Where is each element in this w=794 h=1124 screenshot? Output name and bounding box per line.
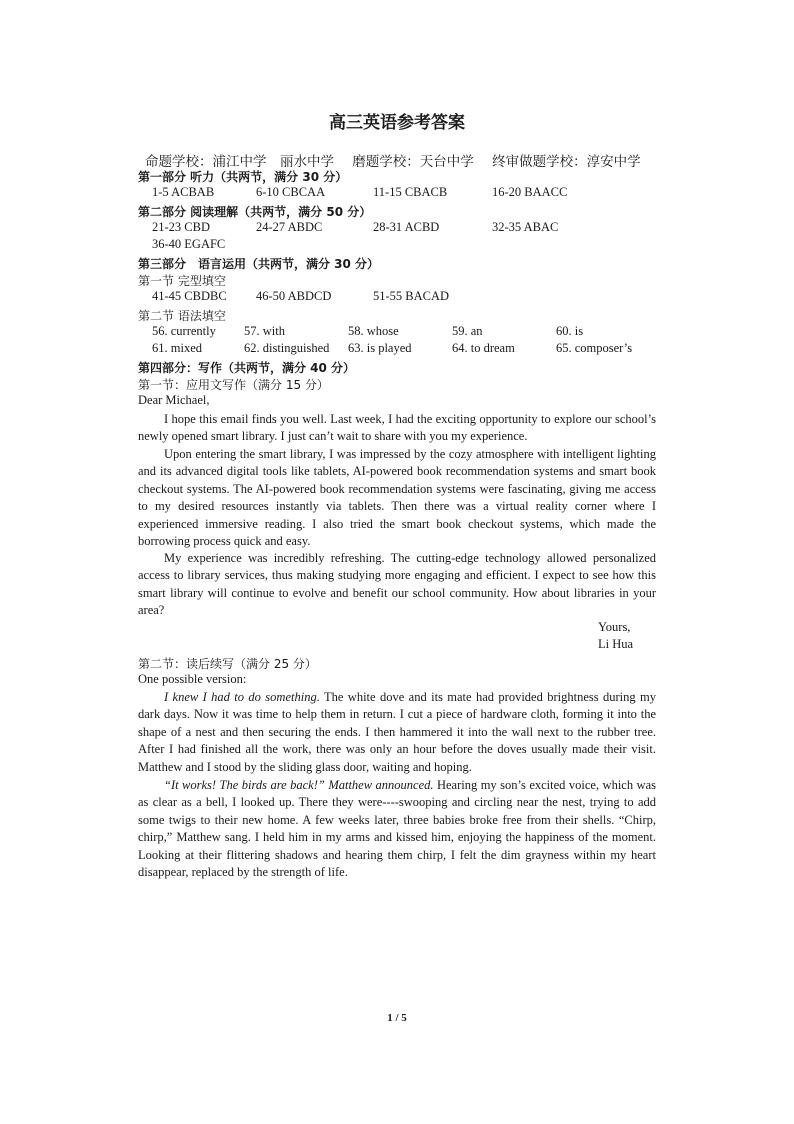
page-title: 高三英语参考答案: [329, 113, 465, 133]
story-opening-sentence: “It works! The birds are back!” Matthew announced.: [164, 778, 434, 792]
answer-group: 24-27 ABDC: [256, 220, 323, 234]
final-review-school: 终审做题学校：淳安中学: [492, 154, 641, 170]
setter-schools: 命题学校：浦江中学 丽水中学: [145, 154, 334, 170]
school-credits: [145, 150, 655, 170]
page-number: 1 / 5: [387, 1012, 407, 1024]
answer-group: 32-35 ABAC: [492, 220, 559, 234]
practical-writing-label: 第一节：应用文写作（满分 15 分）: [138, 378, 329, 392]
part2-header: 第二部分 阅读理解（共两节，满分 50 分）: [138, 205, 372, 219]
letter-paragraph: My experience was incredibly refreshing. The cutting-edge technology allowed personalized access to library services, thus making studying more engaging and efficient. I expect to see how this smart library will continue to evolve and benefit our school community. How about libraries in your area?: [138, 551, 656, 618]
version-label: One possible version:: [138, 672, 247, 686]
grammar-answer: 59. an: [452, 324, 483, 338]
story-paragraph-text: The white dove and its mate had provided brightness during my dark days. Now it was time to help them in return. I cut a piece of hardware cloth, forming it into the shape of a nest and then securing the ends. I then hammered it into the wall next to the rubber tree. After I had finished all the work, there was only an hour before the doves usually made their visit. Matthew and I stood by the sliding glass door, waiting and hoping.: [138, 690, 656, 774]
grammar-answer: 56. currently: [152, 324, 216, 338]
grammar-answer: 58. whose: [348, 324, 399, 338]
part4-header: 第四部分：写作（共两节，满分 40 分）: [138, 361, 356, 375]
letter-paragraph: I hope this email finds you well. Last week, I had the exciting opportunity to explore our school’s newly opened smart library. I just can’t wait to share with you my experience.: [138, 412, 656, 444]
answer-group: 6-10 CBCAA: [256, 185, 326, 199]
grammar-answer: 63. is played: [348, 341, 412, 355]
story-paragraph: [138, 689, 656, 776]
letter-greeting: Dear Michael,: [138, 393, 210, 407]
answer-group: 28-31 ACBD: [373, 220, 440, 234]
continuation-writing-label: 第二节：读后续写（满分 25 分）: [138, 657, 317, 671]
answer-group: 41-45 CBDBC: [152, 289, 227, 303]
letter-closing: Yours,: [598, 620, 631, 634]
answer-group: 21-23 CBD: [152, 220, 210, 234]
story-paragraph-text: Hearing my son’s excited voice, which was as clear as a bell, I looked up. There they were----swooping and circling near the nest, trying to add some twigs to their new home. A few weeks later, three babies broke free from their shells. “Chirp, chirp,” Matthew sang. I held him in my arms and kissed him, enjoying the happiness of the moment. Looking at their flittering shadows and hearing them chirp, I felt the dim grayness within my heart disappear, replaced by the strength of life.: [138, 778, 656, 880]
letter-paragraph: Upon entering the smart library, I was impressed by the cozy atmosphere with intelligent lighting and its advanced digital tools like tablets, AI-powered book recommendation systems and smart book checkout systems. The AI-powered book recommendation systems were fascinating, giving me access to my desired resources instantly via tablets. Then there was a virtual reality corner where I experienced immersive reading. I also tried the smart book checkout systems, which made the borrowing process quick and easy.: [138, 447, 656, 549]
grammar-answer: 65. composer’s: [556, 341, 633, 355]
polish-school: 磨题学校：天台中学: [352, 154, 474, 170]
story-paragraph: [138, 777, 656, 881]
answer-group: 16-20 BAACC: [492, 185, 568, 199]
grammar-answer: 61. mixed: [152, 341, 202, 355]
answer-group: 46-50 ABDCD: [256, 289, 332, 303]
part1-header: 第一部分 听力（共两节，满分 30 分）: [138, 170, 348, 184]
answer-group: 51-55 BACAD: [373, 289, 450, 303]
letter-signature: Li Hua: [598, 637, 634, 651]
answer-group: 1-5 ACBAB: [152, 185, 215, 199]
grammar-answer: 62. distinguished: [244, 341, 330, 355]
grammar-section-label: 第二节 语法填空: [138, 309, 226, 323]
part3-header: 第三部分 语言运用（共两节，满分 30 分）: [138, 257, 380, 271]
grammar-answer: 57. with: [244, 324, 285, 338]
grammar-answer: 60. is: [556, 324, 584, 338]
grammar-answer: 64. to dream: [452, 341, 515, 355]
cloze-section-label: 第一节 完型填空: [138, 274, 226, 288]
answer-group: 11-15 CBACB: [373, 185, 448, 199]
answer-group: 36-40 EGAFC: [152, 237, 226, 251]
story-opening-sentence: I knew I had to do something.: [164, 690, 320, 704]
